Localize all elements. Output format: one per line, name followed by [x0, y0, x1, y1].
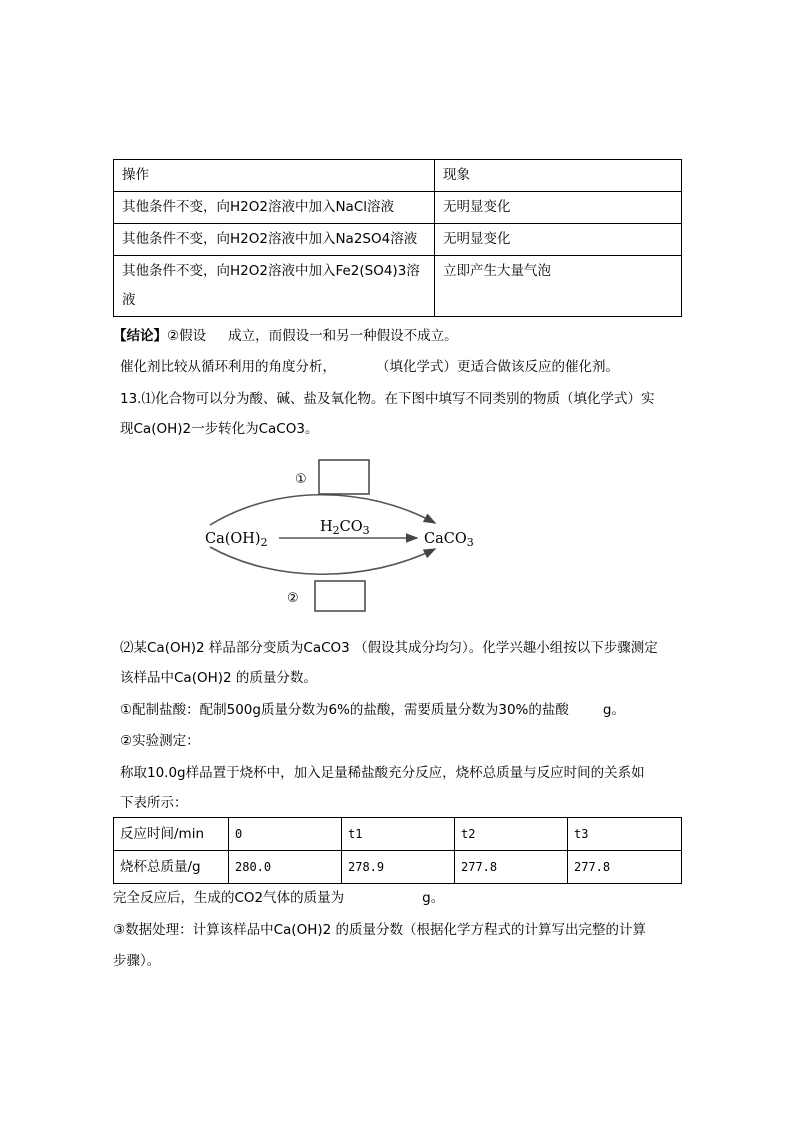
cell-line: 其他条件不变，向H2O2溶液中加入Fe2(SO4)3溶	[122, 263, 420, 279]
table-row	[114, 256, 682, 317]
conclusion-line	[113, 326, 458, 346]
step3-line1: ③数据处理：计算该样品中Ca(OH)2 的质量分数（根据化学方程式的计算写出完整的计算	[113, 922, 646, 938]
bottom-arrow	[210, 547, 435, 574]
mark-1: ①	[295, 472, 307, 487]
question-13-line1: 13.⑴化合物可以分为酸、碱、盐及氧化物。在下图中填写不同类别的物质（填化学式）实	[120, 391, 655, 407]
catalyst-line	[120, 357, 619, 377]
table-cell: 280.0	[229, 851, 342, 884]
step1-text-b: g。	[602, 702, 625, 718]
table-cell	[114, 256, 435, 317]
table-cell: 278.9	[342, 851, 455, 884]
table-cell: 277.8	[455, 851, 568, 884]
formula-right: CaCO$_3$	[424, 531, 474, 549]
table-cell: 反应时间/min	[114, 818, 229, 851]
table-cell: 现象	[435, 160, 682, 192]
table-row	[114, 160, 682, 192]
conclusion-text-b: 成立，而假设一和另一种假设不成立。	[228, 328, 458, 344]
mass-time-table	[113, 817, 682, 884]
answer-box-1[interactable]	[319, 460, 369, 494]
table-cell: 277.8	[568, 851, 682, 884]
conversion-diagram	[195, 455, 485, 615]
table-row	[114, 851, 682, 884]
co2-line	[113, 888, 444, 908]
step1-text-a: ①配制盐酸：配制500g质量分数为6%的盐酸，需要质量分数为30%的盐酸	[120, 702, 569, 718]
question-13-line2: 现Ca(OH)2一步转化为CaCO3。	[120, 421, 319, 437]
table-cell: 烧杯总质量/g	[114, 851, 229, 884]
cell-line: 液	[122, 292, 136, 308]
experiment-table	[113, 159, 682, 317]
table-cell: 其他条件不变，向H2O2溶液中加入NaCl溶液	[114, 192, 435, 224]
answer-box-2[interactable]	[315, 581, 365, 611]
table-row	[114, 818, 682, 851]
step2-line: ②实验测定：	[120, 733, 200, 749]
desc-line2: 下表所示：	[120, 795, 188, 811]
table-row	[114, 224, 682, 256]
desc-line1: 称取10.0g样品置于烧杯中，加入足量稀盐酸充分反应，烧杯总质量与反应时间的关系如	[120, 765, 645, 781]
table-cell: 其他条件不变，向H2O2溶液中加入Na2SO4溶液	[114, 224, 435, 256]
table-cell: 操作	[114, 160, 435, 192]
co2-text-b: g。	[422, 890, 445, 906]
conclusion-text-a: ②假设	[167, 328, 207, 344]
formula-left: $Ca(OH)_2$	[205, 531, 268, 549]
conclusion-label: 【结论】	[113, 328, 167, 344]
table-cell: t1	[342, 818, 455, 851]
table-cell: 立即产生大量气泡	[435, 256, 682, 317]
table-cell: 无明显变化	[435, 192, 682, 224]
catalyst-text-a: 催化剂比较从循环利用的角度分析，	[120, 359, 336, 375]
step3-line2: 步骤）。	[113, 953, 161, 969]
mark-2: ②	[287, 591, 299, 606]
formula-middle: $H_2CO_3$	[320, 519, 370, 537]
catalyst-text-b: （填化学式）更适合做该反应的催化剂。	[376, 359, 619, 375]
table-cell: 无明显变化	[435, 224, 682, 256]
table-row	[114, 192, 682, 224]
table-cell: 0	[229, 818, 342, 851]
table-cell: t2	[455, 818, 568, 851]
part2-line2: 该样品中Ca(OH)2 的质量分数。	[120, 670, 317, 686]
table-cell: t3	[568, 818, 682, 851]
step1-line	[120, 700, 625, 720]
part2-line1: ⑵某Ca(OH)2 样品部分变质为CaCO3 （假设其成分均匀）。化学兴趣小组按以下步骤测定	[120, 640, 658, 656]
co2-text-a: 完全反应后，生成的CO2气体的质量为	[113, 890, 345, 906]
